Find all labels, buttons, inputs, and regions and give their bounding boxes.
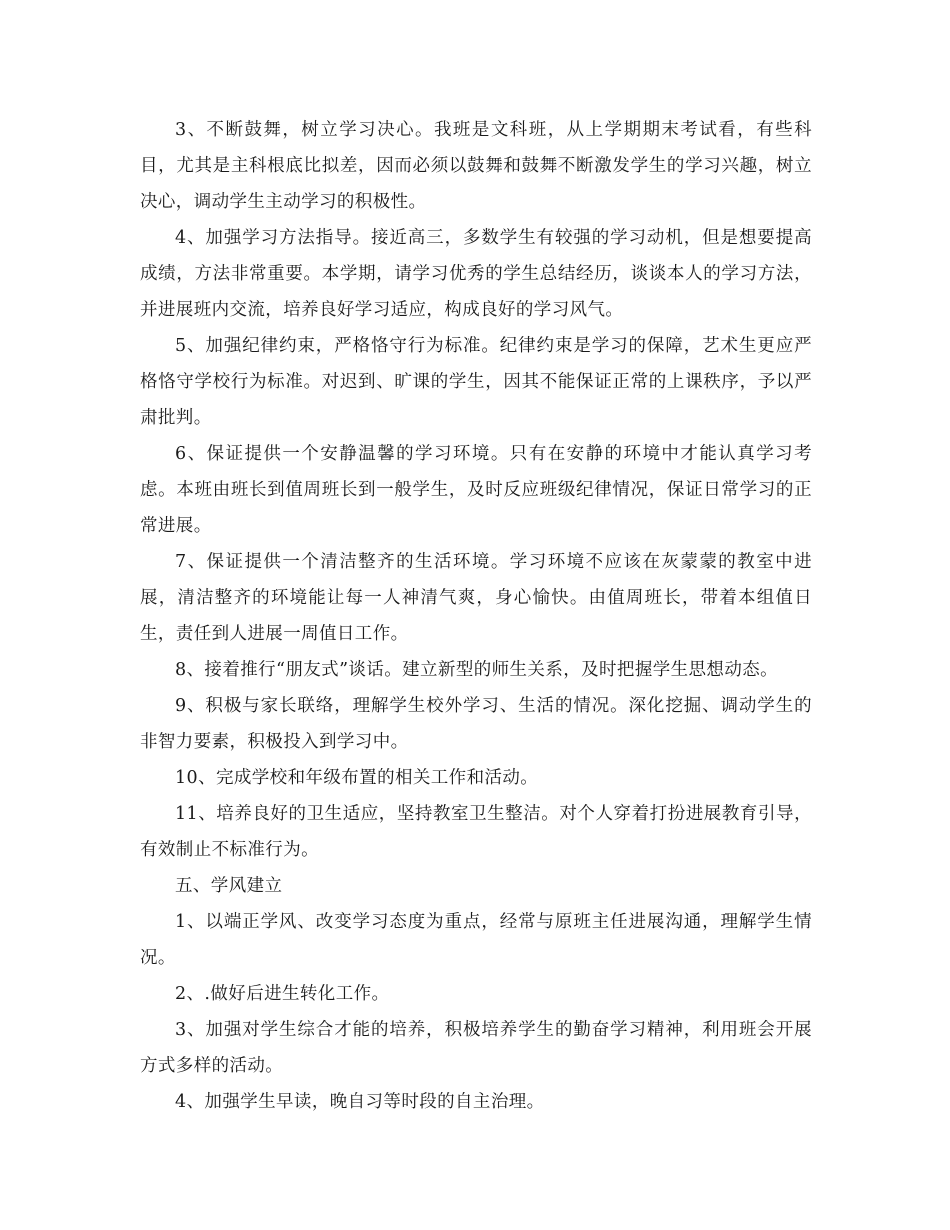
paragraph-7: 9、积极与家长联络，理解学生校外学习、生活的情况。深化挖掘、调动学生的非智力要素，积极投入到学习中。 <box>140 696 812 752</box>
paragraph-11: 2、.做好后进生转化工作。 <box>175 984 390 1004</box>
paragraph-1: 3、不断鼓舞，树立学习决心。我班是文科班，从上学期期末考试看，有些科目，尤其是主科根底比拟差，因而必须以鼓舞和鼓舞不断激发学生的学习兴趣，树立决心，调动学生主动学习的积极性。 <box>140 120 812 212</box>
paragraph-12: 3、加强对学生综合才能的培养，积极培养学生的勤奋学习精神，利用班会开展方式多样的活动。 <box>140 1020 812 1076</box>
document-body <box>140 112 812 1120</box>
paragraph-10: 1、以端正学风、改变学习态度为重点，经常与原班主任进展沟通，理解学生情况。 <box>140 912 812 968</box>
paragraph-2: 4、加强学习方法指导。接近高三，多数学生有较强的学习动机，但是想要提高成绩，方法非常重要。本学期，请学习优秀的学生总结经历，谈谈本人的学习方法，并进展班内交流，培养良好学习适应，构成良好的学习风气。 <box>140 228 812 320</box>
paragraph-13: 4、加强学生早读，晚自习等时段的自主治理。 <box>175 1092 545 1112</box>
section-heading: 五、学风建立 <box>175 876 283 896</box>
paragraph-3: 5、加强纪律约束，严格恪守行为标准。纪律约束是学习的保障，艺术生更应严格恪守学校行为标准。对迟到、旷课的学生，因其不能保证正常的上课秩序，予以严肃批判。 <box>140 336 812 428</box>
paragraph-4: 6、保证提供一个安静温馨的学习环境。只有在安静的环境中才能认真学习考虑。本班由班长到值周班长到一般学生，及时反应班级纪律情况，保证日常学习的正常进展。 <box>140 444 812 536</box>
paragraph-8: 10、完成学校和年级布置的相关工作和活动。 <box>175 768 539 788</box>
paragraph-6: 8、接着推行“朋友式”谈话。建立新型的师生关系，及时把握学生思想动态。 <box>175 660 779 680</box>
paragraph-5: 7、保证提供一个清洁整齐的生活环境。学习环境不应该在灰蒙蒙的教室中进展，清洁整齐的环境能让每一人神清气爽，身心愉快。由值周班长，带着本组值日生，责任到人进展一周值日工作。 <box>140 552 812 644</box>
paragraph-9: 11、培养良好的卫生适应，坚持教室卫生整洁。对个人穿着打扮进展教育引导，有效制止不标准行为。 <box>140 804 812 860</box>
